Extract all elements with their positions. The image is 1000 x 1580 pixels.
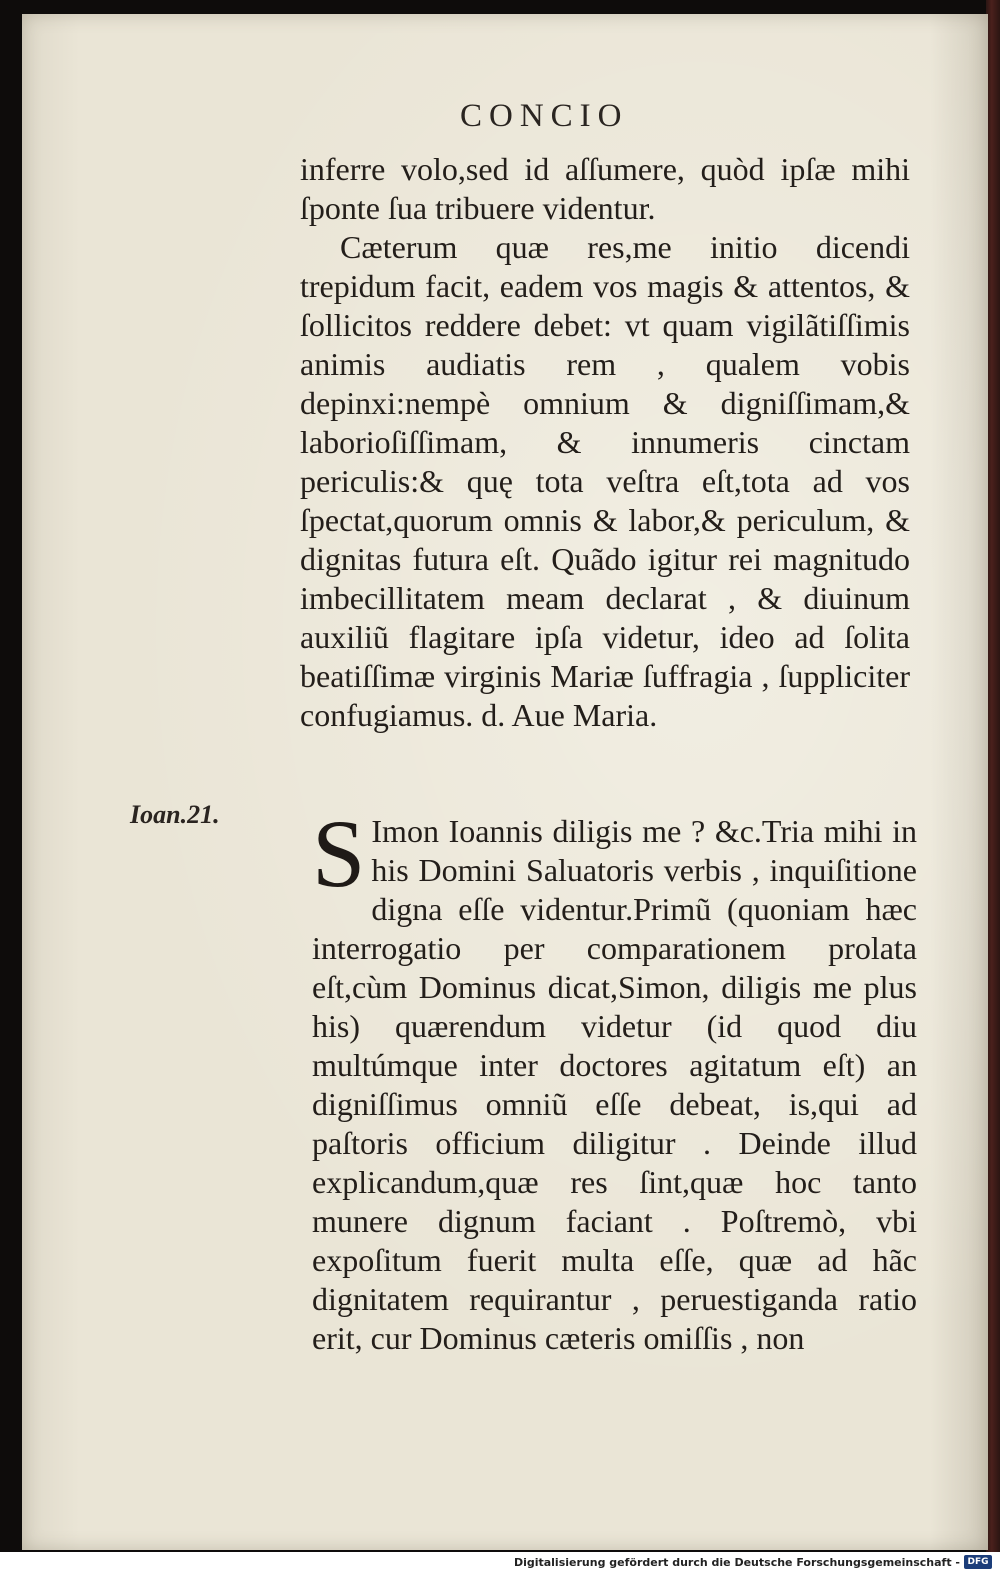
dfg-logo-icon: DFG — [964, 1555, 992, 1569]
book-cover-edge — [986, 0, 1000, 1560]
text-block-sermon — [312, 800, 917, 1358]
paragraph-simon-text: Imon Ioannis diligis me ? &c.Tria mihi in his Domini Saluatoris verbis , inquiſitione digna eſſe videntur.Primũ (quoniam hæc interrogatio per comparationem prolata eſt,cùm Dominus dicat,Simon, diligis me plus his) quærendum videtur (id quod diu multúmque inter doctores agitatum eſt) an digniſſimus omniũ eſſe debeat, is,qui ad paſtoris officium diligitur . Deinde illud explicandum,quæ res ſint,quæ hoc tanto munere dignum faciant . Poſtremò, vbi expoſitum fuerit multa eſſe, quæ ad hãc dignitatem requirantur , peruestiganda ratio erit, cur Dominus cæteris omiſſis , non — [312, 813, 917, 1356]
running-head: CONCIO — [460, 98, 629, 134]
paragraph-caeterum: Cæterum quæ res,me initio dicendi trepidum facit, eadem vos magis & attentos, & ſollicitos reddere debet: vt quam vigilãtiſſimis animis audiatis rem , qualem vobis depinxi:nempè omnium & digniſſimam,& laborioſiſſimam, & innumeris cinctam periculis:& quę tota veſtra eſt,tota ad vos ſpectat,quorum omnis & labor,& periculum, & dignitas futura eſt. Quãdo igitur rei magnitudo imbecillitatem meam declarat , & diuinum auxiliũ flagitare ipſa videtur, ideo ad ſolita beatiſſimæ virginis Mariæ ſuffragia , ſuppliciter confugiamus. d. Aue Maria. — [300, 229, 910, 733]
marginal-note: Ioan.21. — [130, 800, 220, 829]
paragraph-continuation: inferre volo,sed id aſſumere, quòd ipſæ mihi ſponte ſua tribuere videntur. — [300, 151, 910, 226]
digitization-credit: Digitalisierung gefördert durch die Deutsche Forschungsgemeinschaft - — [513, 1556, 960, 1569]
text-block-intro — [300, 150, 910, 735]
drop-cap-initial: S — [312, 800, 366, 907]
paragraph-simon — [312, 800, 917, 1358]
